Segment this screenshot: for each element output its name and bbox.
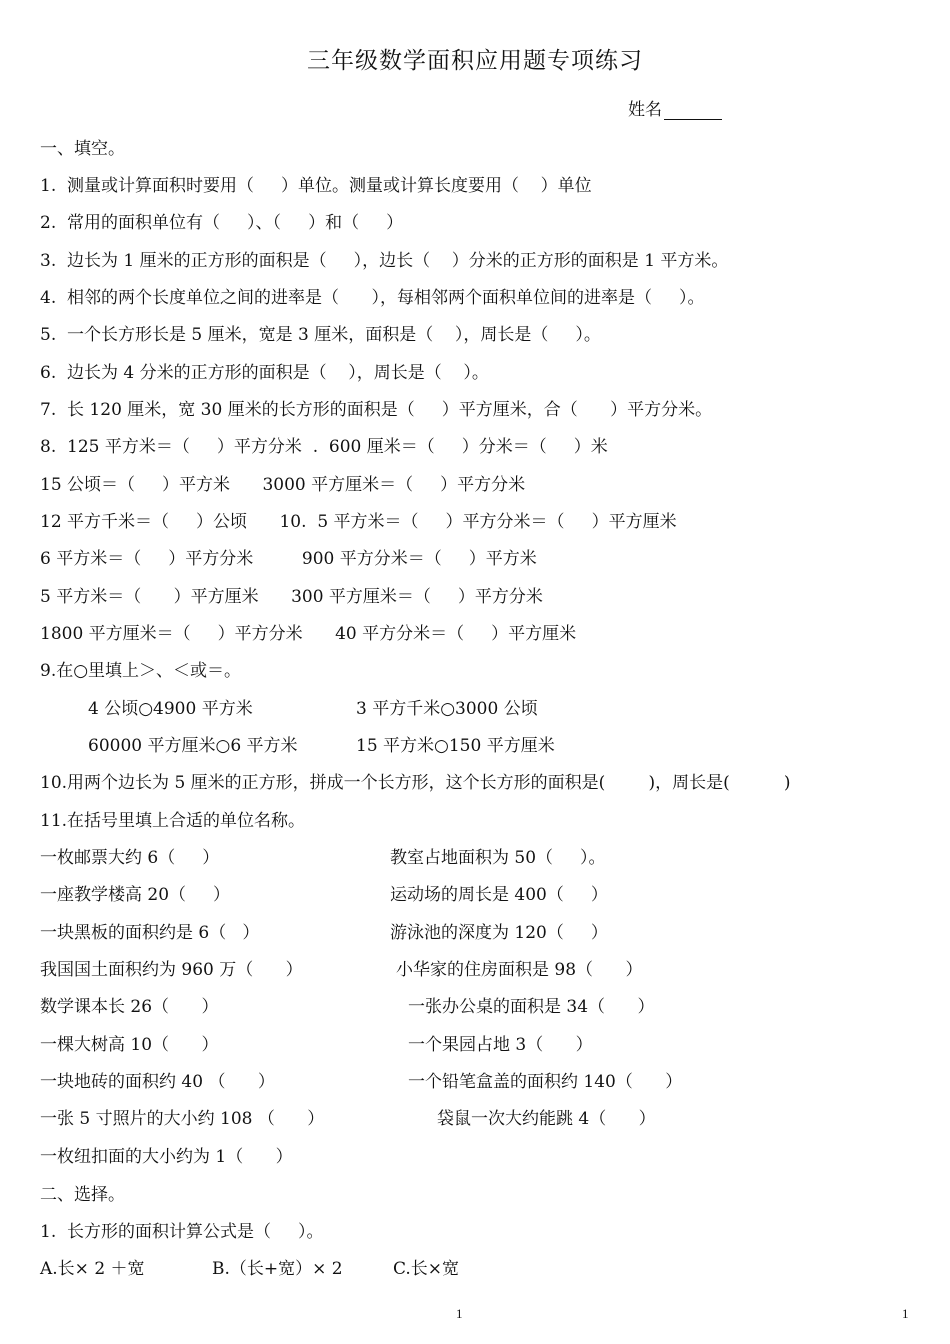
unit-item: 小华家的住房面积是 98（ ） — [396, 960, 643, 980]
unit-item: 一枚纽扣面的大小约为 1（ ） — [40, 1147, 293, 1167]
unit-item: 一张 5 寸照片的大小约 108 （ ） — [40, 1109, 325, 1129]
question-8-line-b: 15 公顷＝（ ）平方米 3000 平方厘米＝（ ）平方分米 — [40, 475, 526, 495]
question-8-line-d: 6 平方米＝（ ）平方分米 900 平方分米＝（ ）平方米 — [40, 549, 537, 569]
question-5: 5. 一个长方形长是 5 厘米，宽是 3 厘米，面积是（ ），周长是（ ）。 — [40, 325, 601, 345]
page-number: 1 — [902, 1306, 909, 1321]
question-8-line-e: 5 平方米＝（ ）平方厘米 300 平方厘米＝（ ）平方分米 — [40, 587, 543, 607]
unit-item: 一个铅笔盒盖的面积约 140（ ） — [408, 1072, 683, 1092]
unit-item: 游泳池的深度为 120（ ） — [390, 923, 608, 943]
name-blank-line[interactable] — [664, 102, 722, 120]
option-c: C.长×宽 — [393, 1259, 460, 1279]
question-9-heading: 9.在○里填上＞、＜或＝。 — [40, 661, 242, 681]
name-field[interactable] — [628, 95, 722, 120]
unit-item: 一个果园占地 3（ ） — [408, 1035, 593, 1055]
question-11-heading: 11.在括号里填上合适的单位名称。 — [40, 811, 306, 831]
unit-item: 一块黑板的面积约是 6（ ） — [40, 923, 260, 943]
question-6: 6. 边长为 4 分米的正方形的面积是（ ），周长是（ ）。 — [40, 363, 489, 383]
unit-item: 一座教学楼高 20（ ） — [40, 885, 231, 905]
unit-item: 一棵大树高 10（ ） — [40, 1035, 219, 1055]
compare-item: 4 公顷○4900 平方米 — [88, 699, 253, 719]
name-label: 姓名 — [628, 100, 662, 120]
question-7: 7. 长 120 厘米，宽 30 厘米的长方形的面积是（ ）平方厘米，合（ ）平方分米。 — [40, 400, 713, 420]
question-3: 3. 边长为 1 厘米的正方形的面积是（ ），边长（ ）分米的正方形的面积是 1 平方米。 — [40, 251, 729, 271]
question-8-line-f: 1800 平方厘米＝（ ）平方分米 40 平方分米＝（ ）平方厘米 — [40, 624, 577, 644]
question-10: 10.用两个边长为 5 厘米的正方形，拼成一个长方形，这个长方形的面积是( )，周长是( ) — [40, 773, 791, 793]
question-8-line-a: 8. 125 平方米＝（ ）平方分米 . 600 厘米＝（ ）分米＝（ ）米 — [40, 437, 608, 457]
section2-heading: 二、选择。 — [40, 1185, 125, 1205]
question-8-line-c: 12 平方千米＝（ ）公顷 10. 5 平方米＝（ ）平方分米＝（ ）平方厘米 — [40, 512, 677, 532]
compare-item: 3 平方千米○3000 公顷 — [356, 699, 538, 719]
question-1: 1. 测量或计算面积时要用（ ）单位。测量或计算长度要用（ ）单位 — [40, 176, 592, 196]
option-b: B.（长+宽）× 2 — [212, 1259, 343, 1279]
compare-item: 60000 平方厘米○6 平方米 — [88, 736, 298, 756]
question-2: 2. 常用的面积单位有（ ）、（ ）和（ ） — [40, 213, 404, 233]
unit-item: 一块地砖的面积约 40 （ ） — [40, 1072, 275, 1092]
option-a: A.长× 2 ＋宽 — [40, 1259, 145, 1279]
unit-item: 数学课本长 26（ ） — [40, 997, 219, 1017]
compare-item: 15 平方米○150 平方厘米 — [356, 736, 555, 756]
unit-item: 教室占地面积为 50（ ）。 — [390, 848, 606, 868]
choice-question-1: 1. 长方形的面积计算公式是（ ）。 — [40, 1222, 324, 1242]
unit-item: 一张办公桌的面积是 34（ ） — [408, 997, 655, 1017]
question-4: 4. 相邻的两个长度单位之间的进率是（ ），每相邻两个面积单位间的进率是（ ）。 — [40, 288, 705, 308]
unit-item: 运动场的周长是 400（ ） — [390, 885, 608, 905]
unit-item: 我国国土面积约为 960 万（ ） — [40, 960, 303, 980]
unit-item: 一枚邮票大约 6（ ） — [40, 848, 220, 868]
unit-item: 袋鼠一次大约能跳 4（ ） — [437, 1109, 656, 1129]
page-title: 三年级数学面积应用题专项练习 — [307, 48, 643, 74]
page-number: 1 — [456, 1306, 463, 1321]
section1-heading: 一、填空。 — [40, 139, 125, 159]
